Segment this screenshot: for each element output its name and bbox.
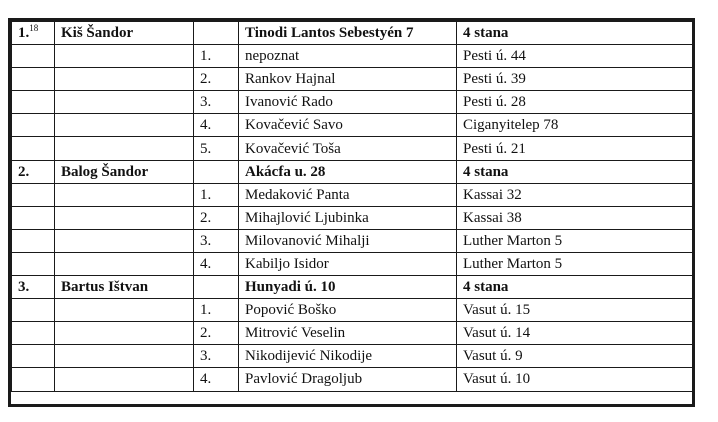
tenant-address: Pesti ú. 21 xyxy=(457,137,693,160)
tenant-name: Nikodijević Nikodije xyxy=(239,345,457,368)
tenant-name: Pavlović Dragoljub xyxy=(239,368,457,391)
tenant-row xyxy=(12,68,693,91)
owner-number: 1.18 xyxy=(12,22,55,45)
tenant-index: 2. xyxy=(194,322,239,345)
tenant-row xyxy=(12,322,693,345)
tenant-index: 2. xyxy=(194,206,239,229)
tenant-index: 1. xyxy=(194,299,239,322)
tenant-row xyxy=(12,229,693,252)
empty-cell xyxy=(12,368,55,391)
tenant-row xyxy=(12,91,693,114)
tenant-address: Ciganyitelep 78 xyxy=(457,114,693,137)
empty-cell xyxy=(12,45,55,68)
empty-cell xyxy=(12,206,55,229)
tenant-index: 1. xyxy=(194,183,239,206)
tenant-name: Milovanović Mihalji xyxy=(239,229,457,252)
empty-cell xyxy=(194,276,239,299)
tenant-index: 4. xyxy=(194,252,239,275)
empty-cell xyxy=(55,368,194,391)
owner-row xyxy=(12,22,693,45)
tenant-name: Kovačević Toša xyxy=(239,137,457,160)
tenant-name: Ivanović Rado xyxy=(239,91,457,114)
empty-cell xyxy=(55,345,194,368)
owner-address: Tinodi Lantos Sebestyén 7 xyxy=(239,22,457,45)
tenant-row xyxy=(12,345,693,368)
tenant-address: Luther Marton 5 xyxy=(457,252,693,275)
tenant-name: Kabiljo Isidor xyxy=(239,252,457,275)
empty-cell xyxy=(55,137,194,160)
tenant-index: 2. xyxy=(194,68,239,91)
footnote-marker: 18 xyxy=(29,23,39,34)
empty-cell xyxy=(55,183,194,206)
tenant-row xyxy=(12,252,693,275)
tenant-address: Pesti ú. 44 xyxy=(457,45,693,68)
housing-register-table xyxy=(11,21,693,392)
empty-cell xyxy=(12,91,55,114)
tenant-index: 4. xyxy=(194,368,239,391)
tenant-name: nepoznat xyxy=(239,45,457,68)
empty-cell xyxy=(12,345,55,368)
empty-cell xyxy=(55,114,194,137)
empty-cell xyxy=(194,22,239,45)
tenant-index: 3. xyxy=(194,91,239,114)
tenant-name: Rankov Hajnal xyxy=(239,68,457,91)
tenant-address: Kassai 32 xyxy=(457,183,693,206)
empty-cell xyxy=(55,299,194,322)
tenant-address: Pesti ú. 28 xyxy=(457,91,693,114)
unit-count: 4 stana xyxy=(457,276,693,299)
tenant-address: Kassai 38 xyxy=(457,206,693,229)
tenant-index: 4. xyxy=(194,114,239,137)
tenant-index: 1. xyxy=(194,45,239,68)
tenant-name: Mitrović Veselin xyxy=(239,322,457,345)
empty-cell xyxy=(55,91,194,114)
empty-cell xyxy=(12,137,55,160)
owner-name: Kiš Šandor xyxy=(55,22,194,45)
owner-name: Balog Šandor xyxy=(55,160,194,183)
owner-number: 3. xyxy=(12,276,55,299)
empty-cell xyxy=(12,252,55,275)
empty-cell xyxy=(12,183,55,206)
tenant-name: Popović Boško xyxy=(239,299,457,322)
tenant-name: Mihajlović Ljubinka xyxy=(239,206,457,229)
empty-cell xyxy=(194,160,239,183)
tenant-name: Medaković Panta xyxy=(239,183,457,206)
tenant-index: 5. xyxy=(194,137,239,160)
tenant-index: 3. xyxy=(194,229,239,252)
owner-row xyxy=(12,160,693,183)
tenant-address: Vasut ú. 14 xyxy=(457,322,693,345)
tenant-row xyxy=(12,206,693,229)
empty-cell xyxy=(12,299,55,322)
empty-cell xyxy=(55,322,194,345)
empty-cell xyxy=(12,229,55,252)
tenant-row xyxy=(12,137,693,160)
tenant-name: Kovačević Savo xyxy=(239,114,457,137)
tenant-address: Luther Marton 5 xyxy=(457,229,693,252)
empty-cell xyxy=(55,45,194,68)
tenant-address: Vasut ú. 15 xyxy=(457,299,693,322)
tenant-address: Vasut ú. 9 xyxy=(457,345,693,368)
tenant-row xyxy=(12,183,693,206)
empty-cell xyxy=(55,68,194,91)
empty-cell xyxy=(55,229,194,252)
empty-cell xyxy=(12,322,55,345)
empty-cell xyxy=(55,252,194,275)
tenant-row xyxy=(12,299,693,322)
empty-cell xyxy=(55,206,194,229)
owner-address: Akácfa u. 28 xyxy=(239,160,457,183)
empty-cell xyxy=(12,114,55,137)
tenant-index: 3. xyxy=(194,345,239,368)
owner-number: 2. xyxy=(12,160,55,183)
tenant-address: Vasut ú. 10 xyxy=(457,368,693,391)
owner-name: Bartus Ištvan xyxy=(55,276,194,299)
tenant-row xyxy=(12,114,693,137)
unit-count: 4 stana xyxy=(457,160,693,183)
owner-row xyxy=(12,276,693,299)
tenant-row xyxy=(12,368,693,391)
unit-count: 4 stana xyxy=(457,22,693,45)
empty-cell xyxy=(12,68,55,91)
tenant-row xyxy=(12,45,693,68)
owner-address: Hunyadi ú. 10 xyxy=(239,276,457,299)
tenant-address: Pesti ú. 39 xyxy=(457,68,693,91)
